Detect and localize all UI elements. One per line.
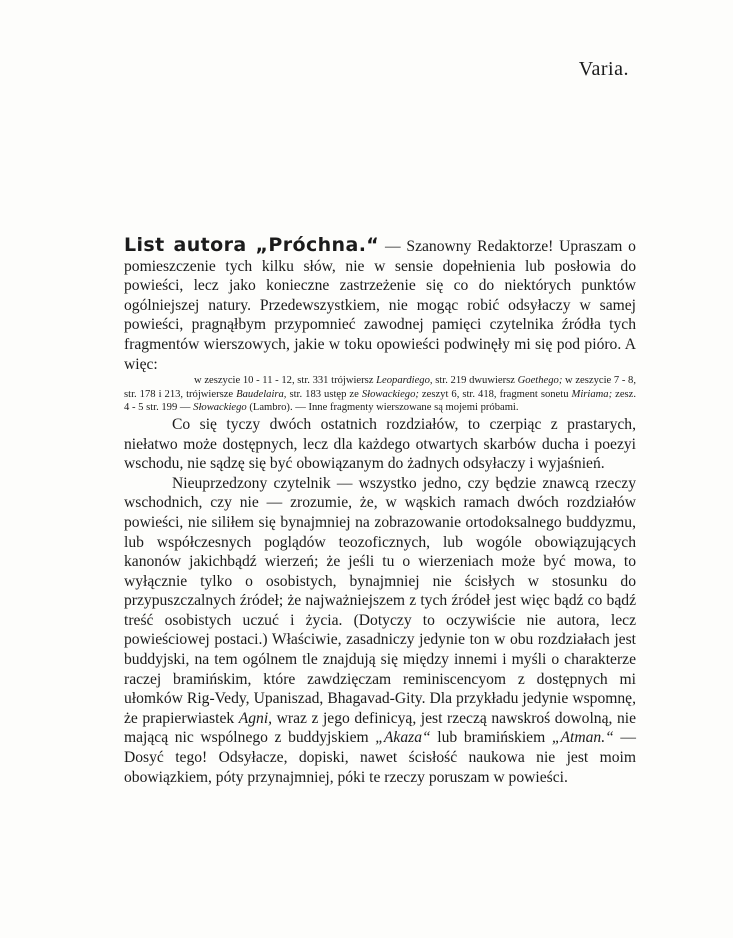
paragraph-intro [124,236,636,374]
note-author-leopardi: Leopardiego, [376,375,433,387]
note-text-4: str. 183 ustęp ze [286,388,362,400]
note-author-slowacki: Słowackiego; [361,388,419,400]
salutation: — Szanowny Redaktorze! [379,238,554,255]
p3-text-2: wraz z jego definicyą, jest rzeczą nawskroś dowolną, nie mającą nic wspólnego z buddyjskiem [124,709,636,747]
note-author-slowacki-2: Słowackiego [193,402,247,414]
p3-term-agni: Agni, [238,709,273,727]
note-text-7: (Lambro). — Inne fragmenty wierszowane są mojemi próbami. [246,402,519,414]
p3-text-4: — Dosyć tego! Odsyłacze, dopiski, nawet ścisłość naukowa nie jest moim obowiązkiem, póty przynajmniej, póki te rzeczy poruszam w powieści. [124,729,637,786]
p3-term-akaza: „Akaza“ [375,729,431,747]
footnote-sources [124,374,636,415]
p3-text-1: Nieuprzedzony czytelnik — wszystko jedno, czy będzie znawcą rzeczy wschodnich, czy nie — zrozumie, że, w wąskich ramach dwóch rozdziałów powieści, nie siliłem się bynajmniej na zobrazowanie ortodoksalnego buddyzmu, lub współczesnych poglądów teozoficznych, lub wogóle obowiązujących kanonów jakichbądź wierzeń; że jeśli tu o wierzeniach może być mowa, to wyłącznie tylko o osobistych, bynajmniej nie ścisłych w stosunku do przypuszczalnych źródeł; że najważniejszem z tych źródeł jest więc bądź co bądź treść osobistych uczuć i życia. (Dotyczy to oczywiście nie autora, lecz powieściowej postaci.) Właściwie, zasadniczy jedynie ton w obu rozdziałach jest buddyjski, na tem ogólnem tle znajdują się między innemi i myśli o charakterze raczej bramińskim, które zawdzięczam reminiscencyom z dostępnych mi ułomków Rig-Vedy, Upaniszad, Bhagavad-Gity. Dla przykładu jedynie wspomnę, że prapierwiastek [124,474,636,727]
article [124,236,636,787]
note-text-3: w zeszycie 7 - 8, str. 178 i 213, trójwiersze [124,375,636,400]
paragraph-two: Co się tyczy dwóch ostatnich rozdziałów, to czerpiąc z prastarych, niełatwo może dostępnych, lecz dla każdego otwartych skarbów ducha i poezyi wschodu, nie sądzę się być obowiązanym do żadnych odsyłaczy i wyjaśnień. [124,415,636,473]
paragraph-three [124,474,636,788]
p3-term-atman: „Atman.“ [551,729,614,747]
paragraph-intro-text: Upraszam o pomieszczenie tych kilku słów, nie w sensie dopełnienia lub posłowia do powieści, lecz jako konieczne zastrzeżenie się co do niektórych punktów ogólniejszej natury. Przedewszystkiem, nie mogąc robić odsyłaczy w samej powieści, pragnąłbym przypomnieć zawodnej pamięci czytelnika źródła tych fragmentów wierszowych, jakie w toku opowieści podwinęły mi się pod pióro. A więc: [124,238,636,373]
note-text-5: zeszyt 6, str. 418, fragment sonetu [418,388,572,400]
p3-text-3: lub bramińskiem [430,729,552,747]
note-author-baudelaire: Baudelaira, [236,388,287,400]
section-header: Varia. [578,58,629,80]
note-text-2: str. 219 dwuwiersz [432,375,518,387]
note-author-goethe: Goethego; [517,375,563,387]
note-text-1: w zeszycie 10 - 11 - 12, str. 331 trójwiersz [194,375,377,387]
note-author-miriam: Miriama; [571,388,613,400]
article-title: List autora „Próchna.“ [124,234,380,256]
note-text-6: zesz. 4 - 5 str. 199 — [124,388,636,414]
